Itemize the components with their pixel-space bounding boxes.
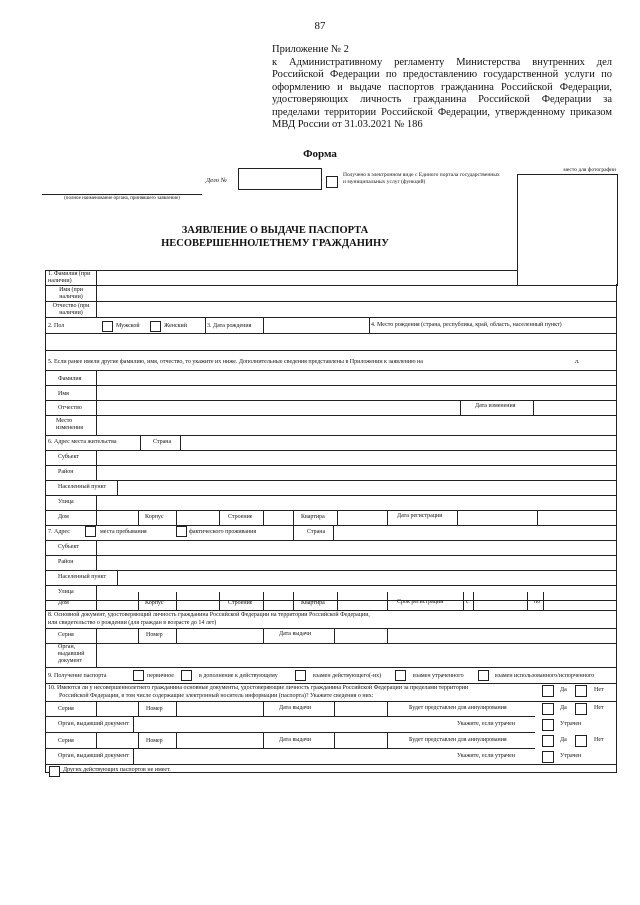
s5-change-date-label: Дата изменения: [475, 403, 516, 409]
surname-field[interactable]: [97, 271, 515, 284]
p2-lost-checkbox[interactable]: [542, 751, 554, 763]
s7-country-label: Страна: [307, 529, 326, 535]
s7-to-label: по: [534, 599, 541, 605]
s10-header-2: Российской Федерации, в том числе содержащие электронный носитель информации (паспорта)? Укажите сведения о них:: [59, 693, 374, 699]
s8-issuer-field[interactable]: [97, 644, 615, 666]
patronymic-field[interactable]: [97, 302, 615, 316]
p1-issue-date-label: Дата выдачи: [279, 705, 312, 711]
instead-lost-checkbox[interactable]: [395, 670, 406, 681]
s6-country-label: Страна: [153, 439, 172, 445]
s6-building-label: Корпус: [145, 514, 164, 520]
s7-house-label: Дом: [58, 600, 69, 606]
s6-country-field[interactable]: [181, 436, 615, 449]
p2-annul-yes-label: Да: [560, 737, 567, 743]
s7-structure-label: Строение: [228, 600, 253, 606]
s10-yes-label: Да: [560, 687, 567, 693]
s6-subject-label: Субъект: [58, 454, 79, 460]
p2-number-field[interactable]: [177, 733, 262, 747]
s7-from-field[interactable]: [474, 593, 526, 609]
p1-issuer-label: Орган, выдавший документ: [58, 721, 129, 727]
s6-header: 6. Адрес места жительства: [48, 439, 117, 445]
p2-issuer-label: Орган, выдавший документ: [58, 753, 129, 759]
s6-structure-field[interactable]: [264, 511, 292, 524]
s7-header: 7. Адрес: [48, 529, 70, 535]
p2-series-label: Серия: [58, 738, 74, 744]
prev-name-field[interactable]: [97, 386, 615, 399]
s8-issue-date-label: Дата выдачи: [279, 631, 312, 637]
dob-label: 3. Дата рождения: [207, 323, 252, 329]
stay-checkbox[interactable]: [85, 526, 96, 537]
epgu-checkbox[interactable]: [326, 176, 338, 188]
appendix-text: к Административному регламенту Министерства внутренних дел Российской Федерации по предоставлению государственной услуги по оформлению и выдаче паспортов гражданина Российской Федерации, удостоверяющих личность гражданина Российской Федерации за пределами территории Российской Федерации, утвержденному приказом МВД России от 31.03.2021 № 186: [272, 56, 612, 130]
p1-issuer-field[interactable]: [134, 717, 434, 731]
title-line-2: НЕСОВЕРШЕННОЛЕТНЕМУ ГРАЖДАНИНУ: [161, 238, 389, 249]
form-title: [150, 224, 400, 250]
s8-header-2: или свидетельство о рождении (для граждан в возрасте до 14 лет): [48, 620, 217, 626]
case-label: Дело №: [206, 177, 227, 184]
p2-annul-no-checkbox[interactable]: [575, 735, 587, 747]
s9-instead-damaged-label: взамен использованного/испорченного: [495, 673, 595, 679]
no-others-label: Других действующих паспортов не имеет.: [63, 767, 171, 773]
s7-actual-label: фактического проживания: [189, 529, 257, 535]
s8-series-label: Серия: [58, 632, 74, 638]
p1-series-field[interactable]: [97, 702, 137, 715]
p2-issue-date-field[interactable]: [335, 733, 386, 747]
s8-issue-date-field[interactable]: [335, 629, 386, 642]
appendix-block: [272, 44, 612, 132]
s6-house-field[interactable]: [97, 511, 137, 524]
change-date-field[interactable]: [534, 401, 615, 414]
additional-checkbox[interactable]: [181, 670, 192, 681]
p2-annul-no-label: Нет: [594, 737, 604, 743]
p1-annul-no-checkbox[interactable]: [575, 703, 587, 715]
s7-street-label: Улица: [58, 589, 74, 595]
p2-number-label: Номер: [146, 738, 163, 744]
s6-apartment-field[interactable]: [338, 511, 386, 524]
p1-annul-label: Будет представлен для аннулирования: [409, 705, 507, 711]
s6-reg-date-field[interactable]: [458, 511, 536, 524]
s7-locality-label: Населенный пункт: [58, 574, 107, 580]
s7-to-field[interactable]: [544, 593, 615, 609]
s8-header-1: 8. Основной документ, удостоверяющий личность гражданина Российской Федерации на территории Российской Федерации,: [48, 612, 370, 618]
p1-number-label: Номер: [146, 706, 163, 712]
organ-line: [42, 194, 202, 195]
s5-sheets: л.: [575, 359, 580, 365]
p1-if-lost-label: Укажите, если утрачен: [457, 721, 516, 727]
s7-country-field[interactable]: [334, 526, 615, 539]
p1-annul-no-label: Нет: [594, 705, 604, 711]
s10-yes-checkbox[interactable]: [542, 685, 554, 697]
photo-caption: место для фотографии: [563, 167, 616, 173]
s1-surname-label: 1. Фамилия (при наличии): [48, 271, 91, 284]
p2-series-field[interactable]: [97, 733, 137, 747]
s7-from-label: с: [466, 599, 469, 605]
sex-label: 2. Пол: [48, 323, 65, 329]
p1-annul-yes-checkbox[interactable]: [542, 703, 554, 715]
s6-street-label: Улица: [58, 499, 74, 505]
p2-annul-yes-checkbox[interactable]: [542, 735, 554, 747]
s6-subject-field[interactable]: [97, 451, 615, 464]
s7-subject-label: Субъект: [58, 544, 79, 550]
s5-header: 5. Если ранее имели другие фамилию, имя, отчество, то укажите их ниже. Дополнительные сведения представлены в Приложении к заявлению на: [48, 359, 423, 365]
s1-name-label: Имя (при наличии): [59, 287, 83, 300]
p1-series-label: Серия: [58, 706, 74, 712]
s1-patronymic-label: Отчество (при наличии): [52, 303, 90, 316]
female-label: Женский: [164, 323, 187, 329]
s7-subject-field[interactable]: [97, 541, 615, 554]
form-table: [45, 270, 617, 773]
p2-if-lost-label: Укажите, если утрачен: [457, 753, 516, 759]
s8-number-label: Номер: [146, 632, 163, 638]
s8-issuer-label: Орган, выдавший документ: [58, 644, 85, 664]
s10-header-1: 10. Имеются ли у несовершеннолетнего гражданина основные документы, удостоверяющие личность гражданина Российской Федерации за пределами территории: [48, 685, 469, 691]
pob-label: 4. Место рождения (страна, республика, край, область, населенный пункт): [371, 322, 562, 328]
p1-lost-checkbox[interactable]: [542, 719, 554, 731]
p2-annul-label: Будет представлен для аннулирования: [409, 737, 507, 743]
appendix-title: Приложение № 2: [272, 44, 349, 55]
no-others-checkbox[interactable]: [49, 766, 60, 777]
p1-annul-yes-label: Да: [560, 705, 567, 711]
p1-issue-date-field[interactable]: [335, 702, 386, 715]
epgu-caption: Получено в электронном виде с Единого портала государственных и муниципальных услуг (функций): [343, 172, 500, 185]
change-place-field[interactable]: [97, 416, 615, 434]
s5-place-label: Место изменения: [56, 418, 84, 431]
instead-damaged-checkbox[interactable]: [478, 670, 489, 681]
name-field[interactable]: [97, 286, 515, 300]
prev-patronymic-field[interactable]: [97, 401, 459, 414]
s9-instead-lost-label: взамен утраченного: [413, 673, 464, 679]
s6-house-label: Дом: [58, 514, 69, 520]
s9-first-label: первичное: [147, 673, 174, 679]
s7-stay-label: места пребывания: [100, 529, 147, 535]
instead-valid-checkbox[interactable]: [295, 670, 306, 681]
s8-series-field[interactable]: [97, 629, 137, 642]
s6-locality-field[interactable]: [118, 481, 615, 494]
s7-district-field[interactable]: [97, 556, 615, 569]
form-label: Форма: [303, 148, 337, 160]
case-number-field[interactable]: [238, 168, 322, 190]
s10-no-checkbox[interactable]: [575, 685, 587, 697]
s5-name-label: Имя: [58, 391, 69, 397]
s6-reg-date-label: Дата регистрации: [397, 513, 443, 519]
organ-caption: (полное наименование органа, принявшего заявление): [64, 196, 180, 201]
pob-field[interactable]: [46, 334, 615, 349]
s6-locality-label: Населенный пункт: [58, 484, 107, 490]
s7-reg-period-label: Срок регистрации: [397, 599, 444, 605]
s9-additional-label: в дополнение к действующему: [199, 673, 278, 679]
dob-field[interactable]: [264, 318, 368, 332]
s6-district-label: Район: [58, 469, 74, 475]
p2-issue-date-label: Дата выдачи: [279, 737, 312, 743]
title-line-1: ЗАЯВЛЕНИЕ О ВЫДАЧЕ ПАСПОРТА: [181, 225, 369, 236]
p1-number-field[interactable]: [177, 702, 262, 715]
actual-checkbox[interactable]: [176, 526, 187, 537]
s5-surname-label: Фамилия: [58, 376, 82, 382]
female-checkbox[interactable]: [150, 321, 161, 332]
s7-street-field[interactable]: [97, 586, 615, 599]
s5-patronymic-label: Отчество: [58, 405, 82, 411]
p1-lost-label: Утрачен: [560, 721, 582, 727]
page-number: 87: [314, 20, 326, 32]
male-checkbox[interactable]: [102, 321, 113, 332]
s8-number-field[interactable]: [177, 629, 262, 642]
prev-surname-field[interactable]: [97, 371, 615, 384]
s7-locality-field[interactable]: [118, 571, 615, 584]
s9-instead-valid-label: взамен действующего(-их): [313, 673, 382, 679]
s7-apartment-label: Квартира: [301, 600, 325, 606]
s10-no-label: Нет: [594, 687, 604, 693]
p2-lost-label: Утрачен: [560, 753, 582, 759]
s9-header: 9. Получение паспорта: [48, 673, 107, 679]
male-label: Мужской: [116, 323, 140, 329]
s6-apartment-label: Квартира: [301, 514, 325, 520]
first-checkbox[interactable]: [133, 670, 144, 681]
s6-structure-label: Строение: [228, 514, 253, 520]
s7-district-label: Район: [58, 559, 74, 565]
s6-building-field[interactable]: [177, 511, 218, 524]
s6-district-field[interactable]: [97, 466, 615, 479]
s7-building-label: Корпус: [145, 600, 164, 606]
s6-street-field[interactable]: [97, 496, 615, 509]
p2-issuer-field[interactable]: [134, 749, 434, 763]
